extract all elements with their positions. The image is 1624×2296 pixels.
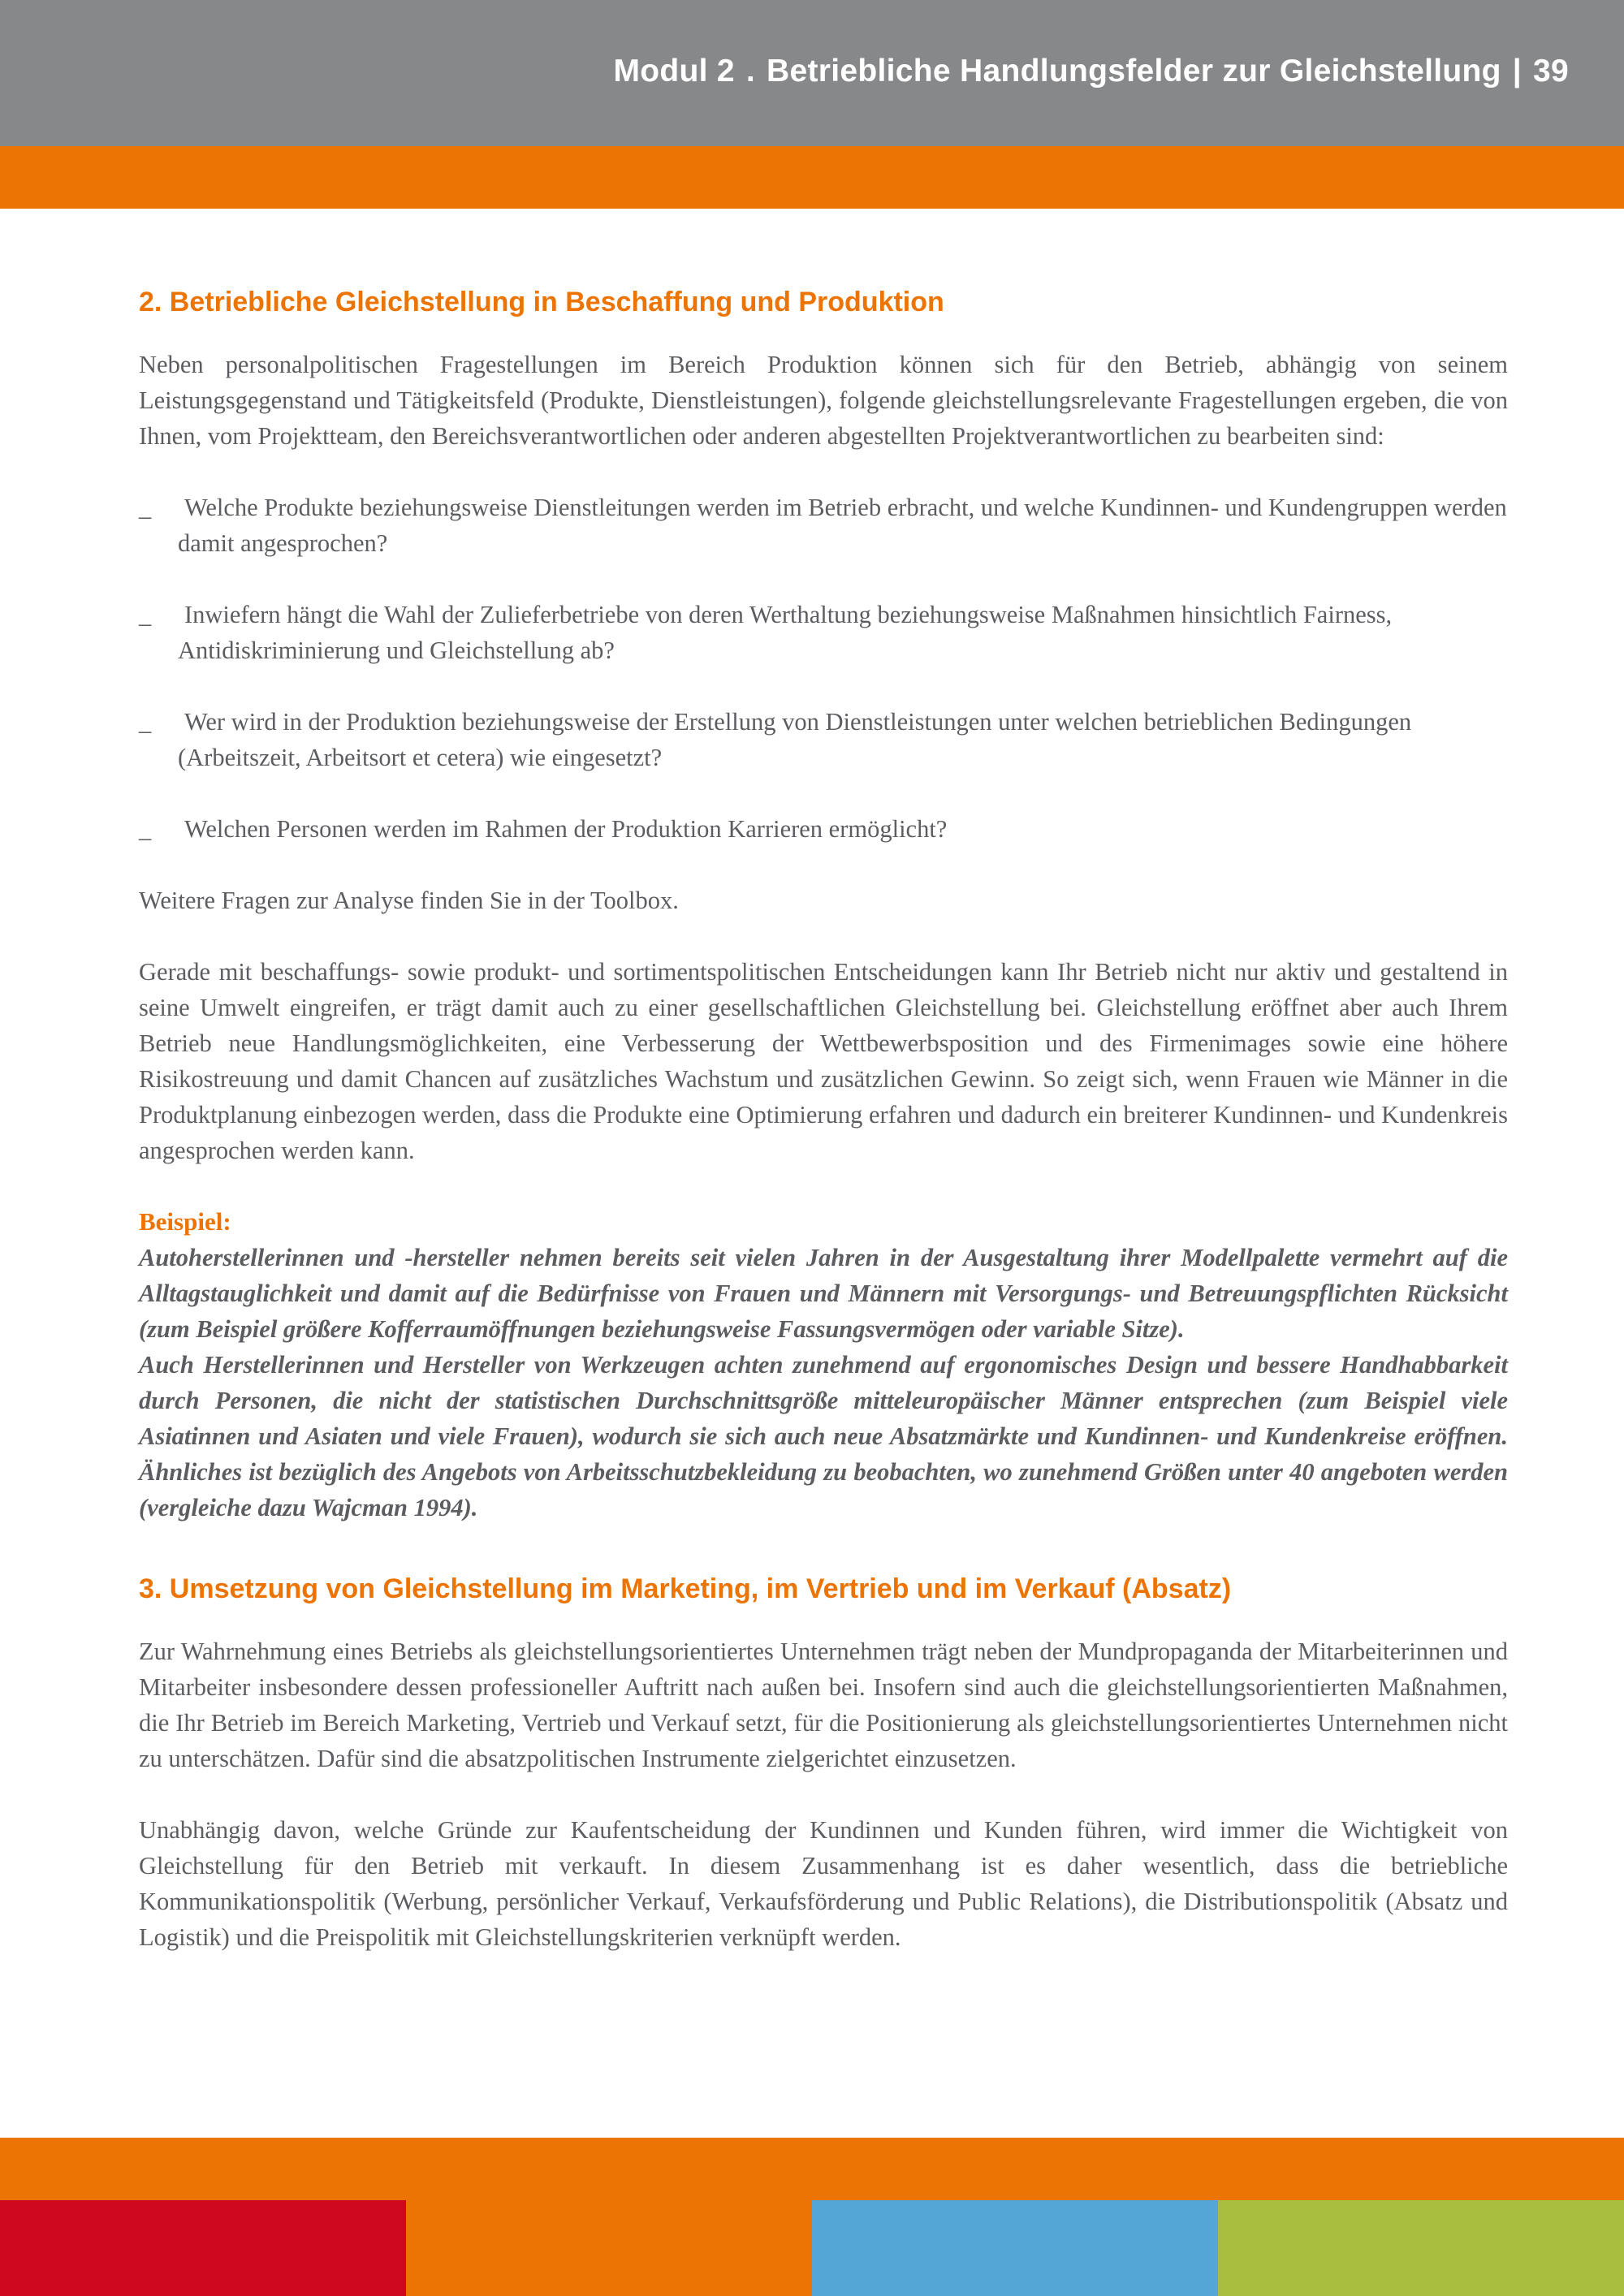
list-item xyxy=(139,811,1508,847)
section-3-paragraph-1: Zur Wahrnehmung eines Betriebs als gleichstellungsorientiertes Unternehmen trägt neben der Mundpropaganda der Mitarbeiterinnen und Mitarbeiter insbesondere dessen professioneller Auftritt nach außen bei. Insofern sind auch die gleichstellungsorientierten Maßnahmen, die Ihr Betrieb im Bereich Marketing, Vertrieb und Verkauf setzt, für die Positionierung als gleichstellungsorientiertes Unternehmen nicht zu unterschätzen. Dafür sind die absatzpolitischen Instrumente zielgerichtet einzusetzen. xyxy=(139,1637,1508,1772)
section-3-paragraph-2: Unabhängig davon, welche Gründe zur Kaufentscheidung der Kundinnen und Kunden führen, wird immer die Wichtigkeit von Gleichstellung für den Betrieb mit verkauft. In diesem Zusammenhang ist es daher wesentlich, dass die betriebliche Kommunikationspolitik (Werbung, persönlicher Verkauf, Verkaufsförderung und Public Relations), die Distributionspolitik (Absatz und Logistik) und die Preispolitik mit Gleichstellungskriterien verknüpft werden. xyxy=(139,1815,1508,1951)
bullet-marker: _ xyxy=(139,600,152,628)
bullet-marker: _ xyxy=(139,707,152,736)
example-text-1: Autoherstellerinnen und -hersteller nehmen bereits seit vielen Jahren in der Ausgestaltung ihrer Modellpalette vermehrt auf die Alltagstauglichkeit und damit auf die Bedürfnisse von Frauen und Männern mit Versorgungs- und Betreuungspflichten Rücksicht (zum Beispiel größere Kofferraumöffnungen beziehungsweise Fassungsvermögen oder variable Sitze). xyxy=(139,1243,1508,1343)
section-2-heading: 2. Betriebliche Gleichstellung in Beschaffung und Produktion xyxy=(139,287,944,317)
footer-color-blocks xyxy=(0,2200,1624,2296)
list-item-text: Welche Produkte beziehungsweise Dienstleitungen werden im Betrieb erbracht, und welche Kundinnen- und Kundengruppen werden damit angesprochen? xyxy=(178,493,1507,557)
footer-block-blue xyxy=(812,2200,1218,2296)
list-item xyxy=(139,597,1508,668)
list-item-text: Wer wird in der Produktion beziehungsweise der Erstellung von Dienstleistungen unter welchen betrieblichen Bedingungen (Arbeitszeit, Arbeitsort et cetera) wie eingesetzt? xyxy=(178,707,1412,771)
module-label: Modul 2 xyxy=(613,54,735,88)
section-2-intro: Neben personalpolitischen Fragestellungen im Bereich Produktion können sich für den Betrieb, abhängig von seinem Leistungsgegenstand und Tätigkeitsfeld (Produkte, Dienstleistungen), folgende gleichstellungsrelevante Fragestellungen ergeben, die von Ihnen, vom Projektteam, den Bereichsverantwortlichen oder anderen abgestellten Projektverantwortlichen zu bearbeiten sind: xyxy=(139,350,1508,450)
module-separator: . xyxy=(745,54,756,88)
section-spacer xyxy=(139,1526,1508,1573)
footer-accent-stripe xyxy=(0,2138,1624,2200)
footer-block-red xyxy=(0,2200,406,2296)
bullet-marker: _ xyxy=(139,814,152,843)
example-text-2: Auch Herstellerinnen und Hersteller von Werkzeugen achten zunehmend auf ergonomisches Design und bessere Handhabbarkeit durch Personen, die nicht der statistischen Durchschnittsgröße mitteleuropäischer Männer entsprechen (zum Beispiel viele Asiatinnen und Asiaten und viele Frauen), wodurch sie sich auch neue Absatzmärkte und Kundinnen- und Kundenkreise eröffnen. Ähnliches ist bezüglich des Angebots von Arbeitsschutzbekleidung zu beobachten, wo zunehmend Größen unter 40 angeboten werden (vergleiche dazu Wajcman 1994). xyxy=(139,1350,1508,1521)
section-2-paragraph: Gerade mit beschaffungs- sowie produkt- und sortimentspolitischen Entscheidungen kann Ihr Betrieb nicht nur aktiv und gestaltend in seine Umwelt eingreifen, er trägt damit auch zu einer gesellschaftlichen Gleichstellung bei. Gleichstellung eröffnet aber auch Ihrem Betrieb neue Handlungsmöglichkeiten, eine Verbesserung der Wettbewerbsposition und des Firmenimages sowie eine höhere Risikostreuung und damit Chancen auf zusätzliches Wachstum und zusätzlichen Gewinn. So zeigt sich, wenn Frauen wie Männer in die Produktplanung einbezogen werden, dass die Produkte eine Optimierung erfahren und dadurch ein breiterer Kundinnen- und Kundenkreis angesprochen werden kann. xyxy=(139,957,1508,1164)
page-content xyxy=(139,286,1508,1991)
question-list xyxy=(139,490,1508,847)
running-header xyxy=(613,54,1569,89)
list-item-text: Inwiefern hängt die Wahl der Zulieferbetriebe von deren Werthaltung beziehungsweise Maßnahmen hinsichtlich Fairness, Antidiskriminierung und Gleichstellung ab? xyxy=(178,600,1393,664)
example-box xyxy=(139,1204,1508,1526)
example-label: Beispiel: xyxy=(139,1206,231,1236)
section-3-heading: 3. Umsetzung von Gleichstellung im Marketing, im Vertrieb und im Verkauf (Absatz) xyxy=(139,1573,1232,1604)
list-item xyxy=(139,704,1508,775)
list-item xyxy=(139,490,1508,561)
header-bar xyxy=(0,0,1624,146)
toolbox-note: Weitere Fragen zur Analyse finden Sie in der Toolbox. xyxy=(139,886,679,914)
chapter-title: Betriebliche Handlungsfelder zur Gleichstellung xyxy=(767,54,1501,88)
page-number: 39 xyxy=(1533,54,1569,88)
footer-block-orange xyxy=(406,2200,812,2296)
bullet-marker: _ xyxy=(139,493,152,521)
list-item-text: Welchen Personen werden im Rahmen der Produktion Karrieren ermöglicht? xyxy=(184,814,948,843)
footer-block-green xyxy=(1218,2200,1624,2296)
header-accent-stripe xyxy=(0,146,1624,209)
page-divider: | xyxy=(1512,54,1522,88)
